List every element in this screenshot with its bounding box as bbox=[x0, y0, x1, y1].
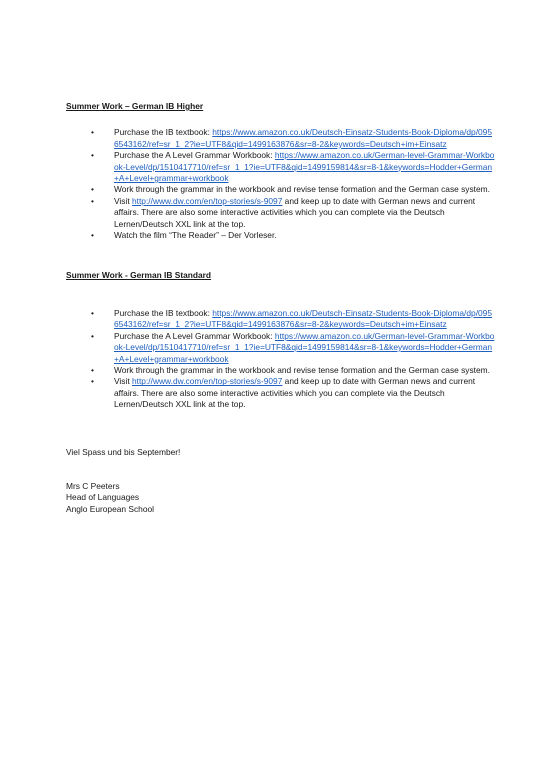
list-item-text: Purchase the A Level Grammar Workbook: bbox=[114, 330, 275, 341]
document-content bbox=[66, 101, 496, 515]
list-item-text: Visit bbox=[114, 195, 132, 206]
bullet-icon: • bbox=[91, 307, 94, 318]
signature-block bbox=[66, 481, 496, 515]
external-link[interactable]: https://www.amazon.co.uk/Deutsch-Einsatz-Students-Book-Diploma/dp/0956543162/ref=sr_1_2?ie=UTF8&qid=1499163876&sr=8-2&keywords=Deutsch+im+Einsatz bbox=[114, 127, 492, 149]
bullet-icon: • bbox=[91, 230, 94, 241]
list-item bbox=[66, 230, 496, 241]
external-link[interactable]: https://www.amazon.co.uk/Deutsch-Einsatz-Students-Book-Diploma/dp/0956543162/ref=sr_1_2?ie=UTF8&qid=1499163876&sr=8-2&keywords=Deutsch+im+Einsatz bbox=[114, 307, 492, 330]
list-item bbox=[66, 308, 496, 331]
list-item-text: Work through the grammar in the workbook and revise tense formation and the German case system. bbox=[114, 364, 490, 375]
bullet-icon: • bbox=[91, 150, 94, 161]
closing-line: Viel Spass und bis September! bbox=[66, 446, 181, 457]
signature-school: Anglo European School bbox=[66, 503, 155, 514]
external-link[interactable]: http://www.dw.com/en/top-stories/s-9097 bbox=[132, 376, 283, 387]
bullet-icon: • bbox=[91, 195, 94, 206]
signature-role: Head of Languages bbox=[66, 492, 140, 503]
list-item bbox=[66, 331, 496, 365]
list-item-text: Purchase the IB textbook: bbox=[114, 307, 213, 318]
bullet-icon: • bbox=[91, 184, 94, 195]
external-link[interactable]: https://www.amazon.co.uk/German-level-Grammar-Workbook-Level/dp/1510417710/ref=sr_1_1?ie=UTF8&qid=1499159814&sr=8-1&keywords=Hodder+German+A+Level+grammar+workbook bbox=[114, 330, 495, 364]
bullet-icon: • bbox=[91, 330, 94, 341]
section-heading-ib-higher: Summer Work – German IB Higher bbox=[66, 101, 204, 111]
bullet-icon: • bbox=[91, 127, 94, 138]
list-item-text-after-link: and keep up to date with German news and current affairs. There are also some interactive activities which you can complete via the Deutsch Lernen/Deutsch XXL link at the top. bbox=[114, 376, 476, 410]
list-item-text-after-link: and keep up to date with German news and current affairs. There are also some interactive activities which you can complete via the Deutsch Lernen/Deutsch XXL link at the top. bbox=[114, 195, 476, 229]
list-item bbox=[66, 127, 496, 150]
list-item-text: Purchase the IB textbook: bbox=[114, 127, 213, 138]
signature-name: Mrs C Peeters bbox=[66, 480, 120, 491]
list-item bbox=[66, 376, 496, 410]
list-item bbox=[66, 365, 496, 376]
list-item bbox=[66, 150, 496, 184]
section-heading-ib-standard: Summer Work - German IB Standard bbox=[66, 270, 212, 281]
bullet-icon: • bbox=[91, 376, 94, 387]
list-item bbox=[66, 184, 496, 195]
bullet-icon: • bbox=[91, 364, 94, 375]
bullet-list-ib-higher bbox=[66, 127, 496, 241]
list-item-text: Purchase the A Level Grammar Workbook: bbox=[114, 150, 275, 161]
list-item-text: Watch the film “The Reader” – Der Vorleser. bbox=[114, 230, 277, 241]
bullet-list-ib-standard bbox=[66, 308, 496, 411]
external-link[interactable]: https://www.amazon.co.uk/German-level-Grammar-Workbook-Level/dp/1510417710/ref=sr_1_1?ie=UTF8&qid=1499159814&sr=8-1&keywords=Hodder+German+A+Level+grammar+workbook bbox=[114, 150, 495, 184]
external-link[interactable]: http://www.dw.com/en/top-stories/s-9097 bbox=[132, 195, 283, 206]
list-item-text: Visit bbox=[114, 376, 132, 387]
list-item bbox=[66, 196, 496, 230]
list-item-text: Work through the grammar in the workbook and revise tense formation and the German case system. bbox=[114, 184, 490, 195]
